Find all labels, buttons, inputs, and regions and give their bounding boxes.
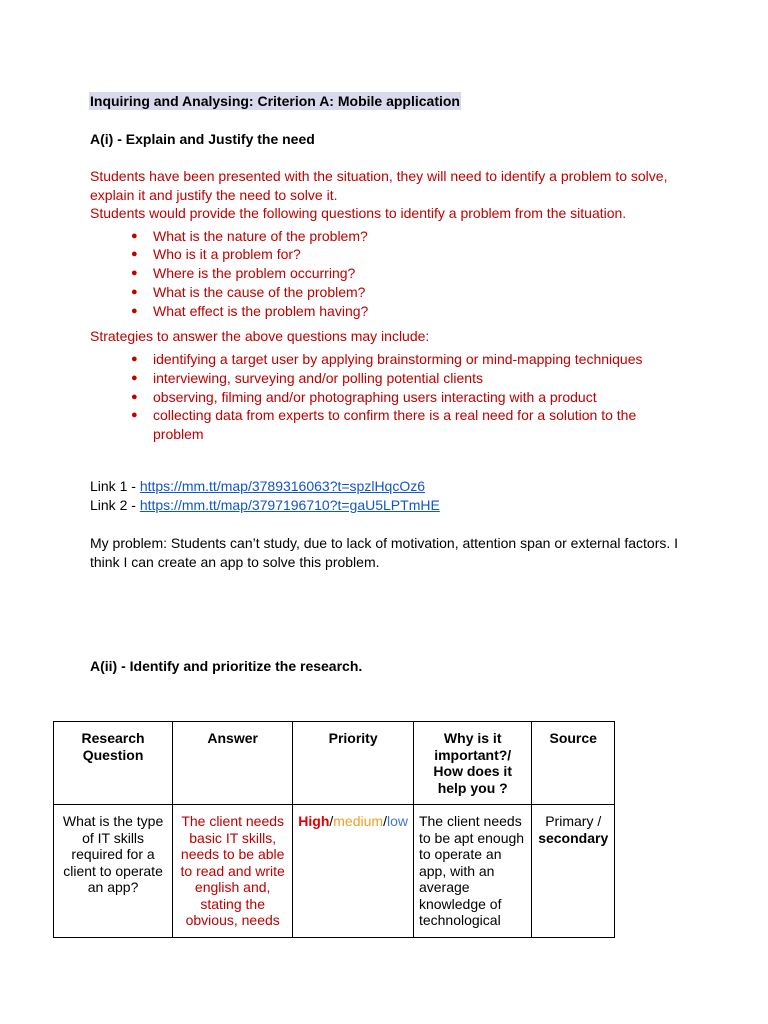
- header-priority: Priority: [293, 722, 414, 805]
- priority-low: low: [386, 813, 408, 829]
- document-title: Inquiring and Analysing: Criterion A: Mobile application: [90, 93, 460, 109]
- priority-medium: medium: [333, 813, 384, 829]
- intro-paragraph-2: Students would provide the following questions to identify a problem from the situation.: [90, 205, 627, 221]
- list-item: ● Where is the problem occurring?: [153, 264, 680, 283]
- table-header-row: [54, 722, 615, 805]
- links-block: [90, 477, 680, 515]
- cell-why-important: The client needs to be apt enough to operate an app, with an average knowledge of technological: [413, 805, 531, 938]
- link-1[interactable]: https://mm.tt/map/3789316063?t=spzlHqcOz6: [139, 477, 426, 494]
- header-research-question: Research Question: [54, 722, 173, 805]
- cell-source: [532, 805, 615, 938]
- problem-statement: My problem: Students can’t study, due to lack of motivation, attention span or external factors. I think I can create an app to solve this problem.: [90, 534, 679, 570]
- link-row-2: [90, 496, 680, 515]
- cell-priority: [293, 805, 414, 938]
- source-secondary: secondary: [538, 829, 609, 846]
- research-table: [53, 721, 615, 938]
- list-item: ● collecting data from experts to confirm there is a real need for a solution to the problem: [153, 406, 680, 444]
- list-item: ● Who is it a problem for?: [153, 245, 680, 264]
- source-primary: Primary /: [545, 813, 602, 829]
- priority-separator: /: [329, 813, 334, 829]
- priority-high: High: [298, 813, 330, 829]
- header-why-important: Why is it important?/ How does it help you ?: [413, 722, 531, 805]
- link-2[interactable]: https://mm.tt/map/3797196710?t=gaU5LPTmHE: [139, 496, 440, 513]
- strategies-list: [90, 350, 680, 444]
- section-a1-heading: A(i) - Explain and Justify the need: [90, 131, 315, 147]
- section-a2-heading: A(ii) - Identify and prioritize the research.: [90, 658, 363, 674]
- strategies-label: Strategies to answer the above questions may include:: [90, 328, 430, 345]
- document-body: [90, 92, 680, 572]
- priority-separator: /: [383, 813, 387, 829]
- cell-answer: The client needs basic IT skills, needs to be able to read and write english and, stating the obvious, needs: [173, 805, 293, 938]
- list-item: ● What is the cause of the problem?: [153, 283, 680, 302]
- cell-question: What is the type of IT skills required for a client to operate an app?: [54, 805, 173, 938]
- link-2-label: Link 2 -: [90, 496, 140, 513]
- link-row-1: [90, 477, 680, 496]
- section-a1-intro: [90, 167, 680, 223]
- problem-questions-list: [90, 227, 680, 321]
- list-item: ● What effect is the problem having?: [153, 302, 680, 321]
- intro-paragraph-1: Students have been presented with the situation, they will need to identify a problem to solve, explain it and justify the need to solve it.: [90, 168, 668, 203]
- list-item: ● identifying a target user by applying brainstorming or mind-mapping techniques: [153, 350, 680, 369]
- header-source: Source: [532, 722, 615, 805]
- table-row: [54, 805, 615, 938]
- list-item: ● What is the nature of the problem?: [153, 227, 680, 246]
- header-answer: Answer: [173, 722, 293, 805]
- link-1-label: Link 1 -: [90, 477, 140, 494]
- list-item: ● interviewing, surveying and/or polling potential clients: [153, 369, 680, 388]
- list-item: ● observing, filming and/or photographing users interacting with a product: [153, 388, 680, 407]
